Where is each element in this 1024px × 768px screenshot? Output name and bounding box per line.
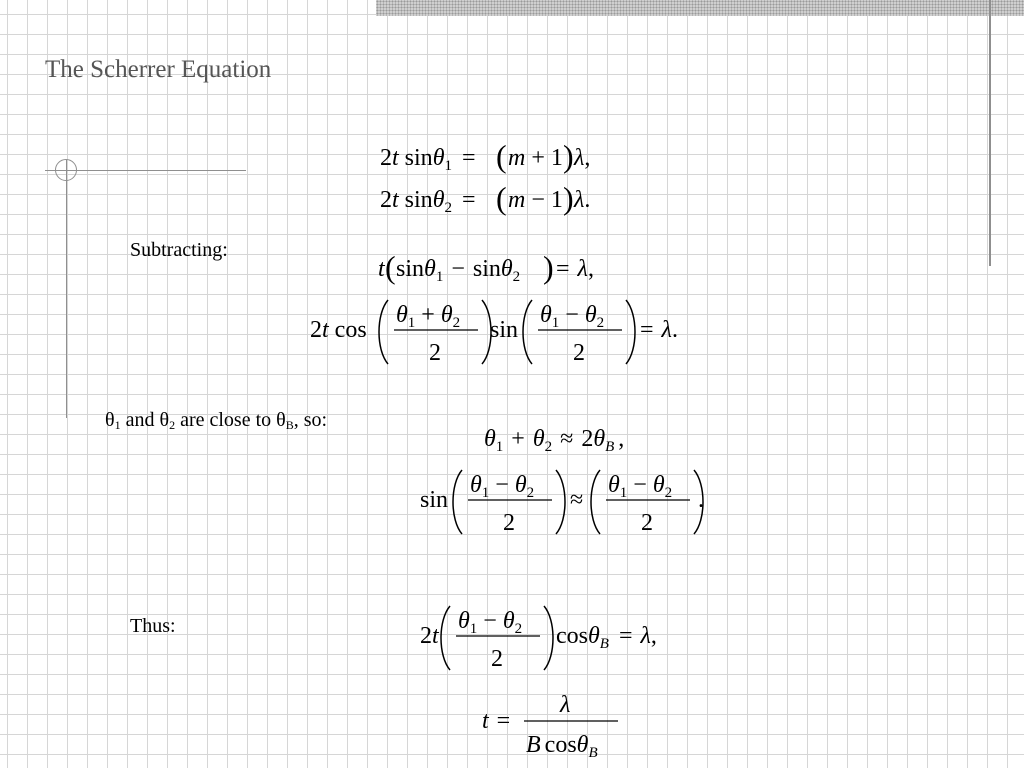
crosshair-ornament [55,159,77,181]
svg-text:sinθ1−sinθ2: sinθ$_1$ − sinθ$_2$ [396,256,521,285]
svg-text:θ1−θ2: $\theta_1 - \theta_2$ [458,608,523,637]
equation-bragg-minus [370,182,620,216]
svg-text:θ1+θ2≈2θB,: $\theta_1 + \theta_2 \approx 2\theta_B$ , [484,426,625,455]
equation-theta-sum-approx [480,420,680,456]
svg-text:θ1−θ2: $\theta_1 - \theta_2$ [608,472,673,501]
svg-text:(: ( [385,249,396,285]
equation-sum-to-product-svg [310,292,690,372]
svg-text:θ1−θ2: $\theta_1 - \theta_2$ [470,472,535,501]
svg-text:): ) [563,138,574,174]
equation-small-angle-approx [420,462,720,542]
left-vertical-rule [66,160,67,418]
equation-scherrer [480,684,640,764]
equation-subtracted [370,250,630,286]
svg-text:(: ( [496,180,507,216]
theta-symbol: θ [276,409,286,431]
equation-small-angle-approx-svg [420,462,720,542]
svg-text:cosθB=λ,: cosθ$_B$ = λ, [556,623,657,652]
text-and: and [120,409,160,431]
label-theta-close [105,409,327,433]
svg-text:t=: t = [482,708,511,734]
svg-text:λ.: λ. [574,187,591,213]
slide-title: The Scherrer Equation [45,56,272,83]
svg-text:sin: sin [490,317,519,343]
svg-text:t: t [378,256,385,282]
svg-text:2: 2 [429,340,441,366]
theta-subscript-1: 1 [114,418,121,432]
text-are-close-to: are close to [175,409,277,431]
theta-symbol: θ [105,409,115,431]
svg-text:=λ.: = λ. [640,317,678,343]
svg-text:BcosθB: B cosθ$_B$ [526,732,598,761]
label-subtracting: Subtracting: [130,239,228,261]
svg-text:sin: sin [420,487,449,513]
svg-text:2: 2 [641,510,653,536]
svg-text:2: 2 [573,340,585,366]
svg-text:=λ,: = λ, [556,256,594,282]
equation-bragg-plus [370,140,620,174]
svg-text:2: 2 [491,646,503,672]
theta-subscript-2: 2 [169,418,176,432]
svg-text:λ: λ [560,692,571,718]
svg-text:): ) [563,180,574,216]
svg-text:≈: ≈ [570,487,584,513]
equation-thus [420,598,700,678]
equation-bragg-minus-svg [370,182,620,216]
svg-text:2t cos: 2t cos [310,317,367,343]
svg-text:.: . [698,487,704,513]
right-vertical-rule [989,0,991,266]
svg-text:2t: 2t [420,623,439,649]
svg-text:2t sinθ1=: 2t sinθ$_1$ = [380,145,476,174]
equation-theta-sum-approx-svg [480,420,680,456]
svg-text:m + 1: m + 1 [508,145,563,171]
equation-bragg-plus-svg [370,140,620,174]
svg-text:θ1−θ2: $\theta_1 - \theta_2$ [540,302,605,331]
svg-text:m − 1: m − 1 [508,187,563,213]
equation-subtracted-svg [370,250,630,286]
equation-thus-svg [420,598,700,678]
header-stipple-bar [376,0,1024,16]
equation-sum-to-product [310,292,690,372]
theta-symbol: θ [159,409,170,431]
theta-subscript-b: B [285,418,294,432]
svg-text:λ,: λ, [574,145,591,171]
svg-text:θ1+θ2: $\theta_1 + \theta_2$ [396,302,461,331]
svg-text:): ) [543,249,554,285]
equation-scherrer-svg [480,684,640,764]
svg-text:2t sinθ2=: 2t sinθ$_2$ = [380,187,476,216]
svg-text:2: 2 [503,510,515,536]
text-so: , so: [293,409,328,431]
svg-text:(: ( [496,138,507,174]
label-thus: Thus: [130,615,176,637]
